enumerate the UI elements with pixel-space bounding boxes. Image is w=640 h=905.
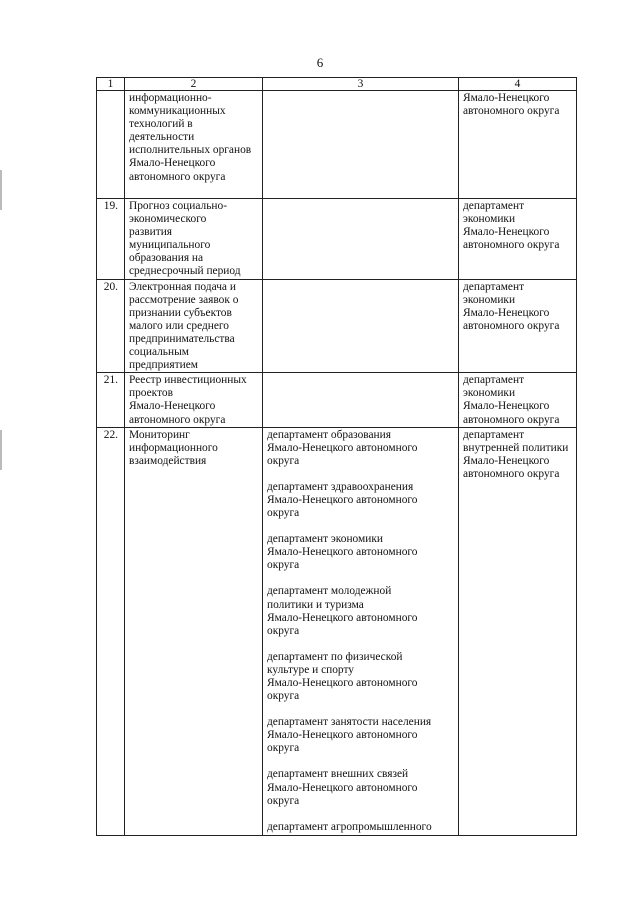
participants-cell (263, 199, 459, 280)
system-name: Прогноз социально- экономического развития муниципального образования на среднесрочный период (125, 199, 263, 280)
column-header-1: 1 (97, 78, 125, 91)
system-name: Мониторинг информационного взаимодействия (125, 427, 263, 835)
row-number: 22. (97, 427, 125, 835)
row-number: 20. (97, 279, 125, 373)
participant-department: департамент занятости населения Ямало-Ненецкого автономного округа (267, 716, 432, 755)
responsible-executor: департамент экономики Ямало-Ненецкого автономного округа (459, 373, 577, 427)
participant-department: департамент агропромышленного (267, 820, 432, 833)
responsible-executor: Ямало-Ненецкого автономного округа (459, 91, 577, 199)
participants-cell (263, 279, 459, 373)
table-row (97, 199, 577, 280)
table-row (97, 91, 577, 199)
participant-department: департамент образования Ямало-Ненецкого автономного округа (267, 428, 418, 467)
column-header-3: 3 (263, 78, 459, 91)
participants-cell (263, 91, 459, 199)
column-header-2: 2 (125, 78, 263, 91)
responsible-executor: департамент внутренней политики Ямало-Ненецкого автономного округа (459, 427, 577, 835)
table-row (97, 279, 577, 373)
participant-department: департамент экономики Ямало-Ненецкого автономного округа (267, 533, 418, 572)
participant-department: департамент здравоохранения Ямало-Ненецкого автономного округа (267, 480, 418, 520)
header-row (97, 78, 577, 91)
scan-edge-mark (0, 430, 2, 470)
table-row (97, 427, 577, 835)
participants-cell (263, 373, 459, 427)
table-row (97, 373, 577, 427)
responsible-executor: департамент экономики Ямало-Ненецкого автономного округа (459, 199, 577, 280)
row-number (97, 91, 125, 199)
participant-department: департамент по физической культуре и спорту Ямало-Ненецкого автономного округа (267, 650, 418, 703)
row-number: 19. (97, 199, 125, 280)
measures-table (96, 77, 577, 836)
page-number: 6 (316, 55, 324, 70)
responsible-executor: департамент экономики Ямало-Ненецкого автономного округа (459, 279, 577, 373)
column-header-4: 4 (459, 78, 577, 91)
participant-department: департамент внешних связей Ямало-Ненецкого автономного округа (267, 768, 418, 807)
row-number: 21. (97, 373, 125, 427)
participants-cell (263, 427, 459, 835)
participant-department: департамент молодежной политики и туризма Ямало-Ненецкого автономного округа (267, 585, 418, 637)
system-name: Реестр инвестиционных проектов Ямало-Ненецкого автономного округа (125, 373, 263, 427)
scan-edge-mark (0, 170, 2, 210)
system-name: информационно- коммуникационных технологий в деятельности исполнительных органов Ямало-Ненецкого автономного округа (125, 91, 263, 199)
system-name: Электронная подача и рассмотрение заявок о признании субъектов малого или среднего предпринимательства социальным предприятием (125, 279, 263, 373)
